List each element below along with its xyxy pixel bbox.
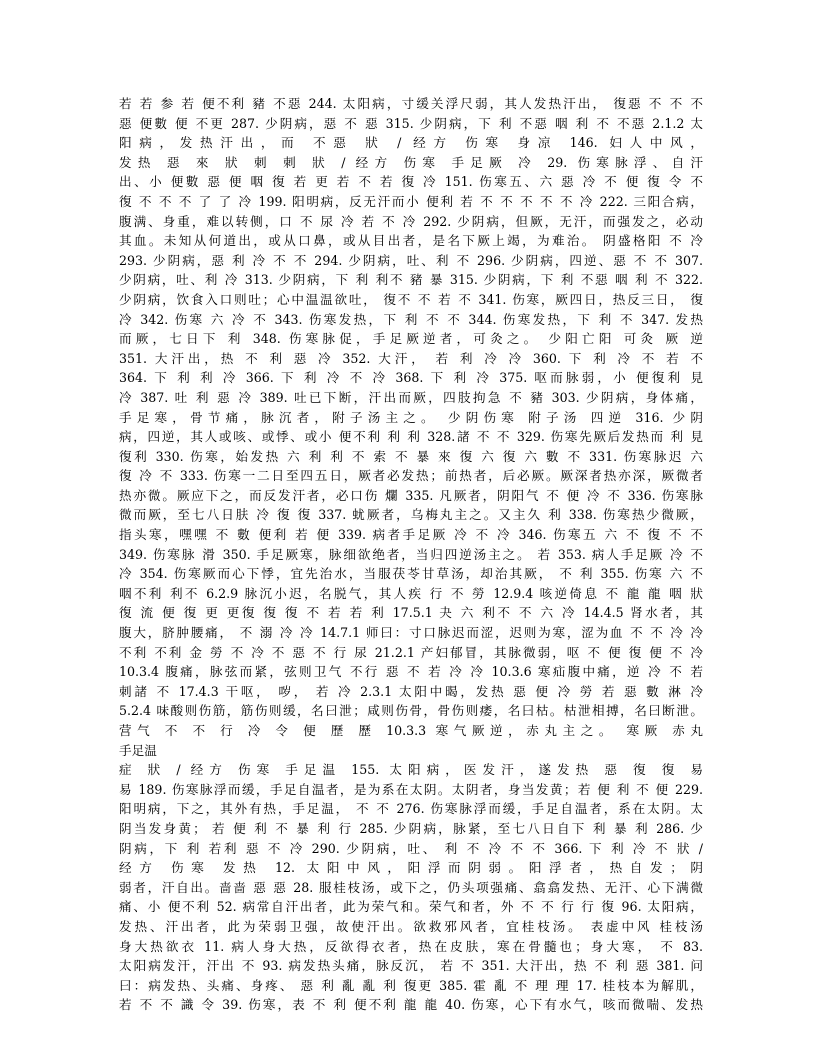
text-line: 若 若 参 若 便不利 豬 不惡 244. 太阳病，寸缓关浮尺弱，其人发热汗出， 復惡 不 不 不 — [119, 96, 703, 111]
text-line: 发热 惡 來 狀 刺 刺 狀 / 经方 伤寒 手足厥 冷 29. 伤寒脉浮、自汗 — [119, 154, 703, 170]
text-line: 阳病，发热汗出，而 不惡 狀 / 经方 伤寒 身凉 146. 妇人中风， — [119, 135, 703, 151]
text-line: 少阴病，饮食入口则吐；心中温温欲吐， 復不 不 若 不 341. 伤寒，厥四日，热反三日， 復 — [119, 291, 703, 307]
text-line: 经方 伤寒 发热 12. 太阳中风，阳浮而阴弱。阳浮者，热自发；阴 — [119, 860, 703, 876]
text-line: 咽不利 利不 6.2.9 脉沉小迟，名脱气，其人疾 行 不 勞 12.9.4 咳逆倚息 不 龍 龍 咽 狀 — [119, 585, 703, 601]
text-line: 不利 不利 金 勞 不 冷 不 惡 不 行 尿 21.2.1 产妇郁冒，其脉微弱，呕 不 便 復 便 不 冷 — [119, 644, 703, 660]
text-line: 少阴病，吐、利 冷 313. 少阴病，下 利 利不 豬 暴 315. 少阴病，下 利 不惡 咽 利 不 322. — [119, 272, 703, 288]
text-line: 发热、汗出者，此为荣弱卫强，故使汗出。欲救邪风者，宜桂枝汤。 表虚中风 桂枝汤 — [119, 918, 703, 934]
text-line: 微而厥，至七八日肤 冷 復 復 337. 蚘厥者，乌梅丸主之。又主久 利 338. 伤寒热少微厥， — [119, 507, 703, 523]
text-line: 復 流 便 復 更 更復 復 復 不 若 若 利 17.5.1 夬 六 利不 不 六 冷 14.4.5 肾水者，其 — [119, 605, 703, 621]
text-line: 冷 387. 吐 利 惡 冷 389. 吐已下断，汗出而厥，四肢拘急 不 豬 303. 少阴病，身体痛， — [119, 389, 703, 405]
section-heading: 手足温 — [119, 742, 157, 758]
text-line: 身大热欲衣 11. 病人身大热，反欲得衣者，热在皮肤，寒在骨髓也；身大寒， 不 83. — [119, 938, 703, 954]
text-line: 阳明病，下之，其外有热，手足温， 不 不 276. 伤寒脉浮而缓，手足自温者，系在太阴。太 — [119, 801, 703, 817]
body-text — [119, 94, 703, 1015]
text-line: 易 189. 伤寒脉浮而缓，手足自温者，是为系在太阴。太阴者，身当发黄；若 便 利 不 便 229. — [119, 781, 703, 797]
text-line: 冷 354. 伤寒厥而心下悸，宜先治水，当服茯苓甘草汤，却治其厥， 不 利 355. 伤寒 六 不 — [119, 566, 703, 582]
text-line: 阴当发身黄； 若 便 利 不 暴 利 行 285. 少阴病，脉紧，至七八日自下 利 暴 利 286. 少 — [119, 820, 703, 836]
text-line: 10.3.4 腹痛，脉弦而紧，弦则卫气 不行 惡 不 若 冷 冷 10.3.6 寒疝腹中痛，逆 冷 不 若 — [119, 664, 703, 680]
text-line: 痛、小 便不利 52. 病常自汗出者，此为荣气和。荣气和者，外 不 不 行 行 復 96. 太阳病， — [119, 899, 703, 915]
text-line: 惡 便數 便 不更 287. 少阴病，惡 不 惡 315. 少阴病，下 利 不惡 咽 利 不 不惡 2.1.2 太 — [119, 115, 703, 131]
text-line: 腹满、身重，难以转侧，口 不 尿 冷 若 不 冷 292. 少阴病，但厥，无汗，而强发之，必动 — [119, 213, 703, 229]
text-line: 復 冷 不 333. 伤寒一二日至四五日，厥者必发热；前热者，后必厥。厥深者热亦深，厥微者 — [119, 468, 703, 484]
text-line: 热亦微。厥应下之，而反发汗者，必口伤 爛 335. 凡厥者，阴阳气 不 便 冷 不 336. 伤寒脉 — [119, 487, 703, 503]
text-line: 351. 大汗出，热 不 利 惡 冷 352. 大汗， 若 利 冷 冷 360. 下 利 冷 不 若 不 — [119, 350, 703, 366]
text-line: 刺諸 不 17.4.3 干呕， 哕， 若 冷 2.3.1 太阳中暍，发热 惡 便 冷 勞 若 惡 數 淋 冷 — [119, 683, 703, 699]
text-line: 5.2.4 味酸则伤筋，筋伤则缓，名曰泄；咸则伤骨，骨伤则痿，名曰枯。枯泄相搏，名曰断泄。 — [119, 703, 703, 719]
text-line: 手足寒，骨节痛，脉沉者，附子汤主之。 少阴伤寒 附子汤 四逆 316. 少阴 — [119, 409, 703, 425]
text-line: 太阳病发汗，汗出 不 93. 病发热头痛，脉反沉， 若 不 351. 大汗出，热 不 利 惡 381. 问 — [119, 958, 703, 974]
text-line: 293. 少阴病，惡 利 冷 不 不 294. 少阴病，吐、利 不 296. 少阴病，四逆、惡 不 不 307. — [119, 252, 703, 268]
text-line: 腹大，脐肿腰痛， 不 溺 冷 冷 14.7.1 师曰：寸口脉迟而涩，迟则为寒，涩为血 不 不 冷 冷 — [119, 625, 703, 641]
text-line: 復利 330. 伤寒，始发热 六 利 利 不 索 不 暴 來 復 六 復 六 數 不 331. 伤寒脉迟 六 — [119, 448, 703, 464]
text-line: 病，四逆，其人或咳、或悸、或小 便不利 利 利 328.諸 不 不 329. 伤寒先厥后发热而 利 見 — [119, 429, 703, 445]
text-line: 弱者，汗自出。啬啬 惡 惡 28. 服桂枝汤，或下之，仍头项强痛、翕翕发热、无汗、心下满微 — [119, 879, 703, 895]
text-line: 其血。未知从何道出，或从口鼻，或从目出者，是名下厥上竭，为难治。 阴盛格阳 不 冷 — [119, 233, 703, 249]
text-line: 349. 伤寒脉 滑 350. 手足厥寒，脉细欲绝者，当归四逆汤主之。 若 353. 病人手足厥 冷 不 — [119, 546, 703, 562]
text-line: 復 不 不 不 了 了 冷 199. 阳明病，反无汗而小 便利 若 不 不 不 不 不 冷 222. 三阳合病， — [119, 193, 703, 209]
text-line: 冷 342. 伤寒 六 冷 不 343. 伤寒发热，下 利 不 不 344. 伤寒发热，下 利 不 347. 发热 — [119, 311, 703, 327]
text-line: 曰：病发热、头痛、身疼、 惡 利 亂 亂 利 復更 385. 霍 亂 不 理 理 17. 桂枝本为解肌， — [119, 977, 703, 993]
text-line: 症 狀 / 经方 伤寒 手足温 155. 太阳病，医发汗，遂发热 惡 復 復 易 — [119, 762, 703, 778]
text-line: 若 不 不 識 令 39. 伤寒，表 不 利 便不利 龍 龍 40. 伤寒，心下有水气，咳而微喘、发热 — [119, 997, 703, 1013]
text-line: 364. 下 利 利 冷 366. 下 利 冷 不 冷 368. 下 利 冷 375. 呕而脉弱，小 便復利 見 — [119, 370, 703, 386]
text-line: 指头寒，嘿嘿 不 數 便利 若 便 339. 病者手足厥 冷 不 冷 346. 伤寒五 六 不 復 不 不 — [119, 527, 703, 543]
text-line: 出、小 便數 惡 便 咽 復 若 更 若 不 若 復 冷 151. 伤寒五、六 惡 冷 不 便 復 令 不 — [119, 174, 703, 190]
text-line: 而厥，七日下 利 348. 伤寒脉促，手足厥逆者，可灸之。 少阳亡阳 可灸 厥 逆 — [119, 331, 703, 347]
text-line: 阴病，下 利 若利 惡 不 冷 290. 少阴病，吐、 利 不 冷 不 不 366. 下 利 冷 不 狀 / — [119, 840, 703, 856]
text-line: 营气 不 不 行 冷 令 便 歷 歷 10.3.3 寒气厥逆，赤丸主之。 寒厥 赤丸 — [119, 723, 703, 738]
